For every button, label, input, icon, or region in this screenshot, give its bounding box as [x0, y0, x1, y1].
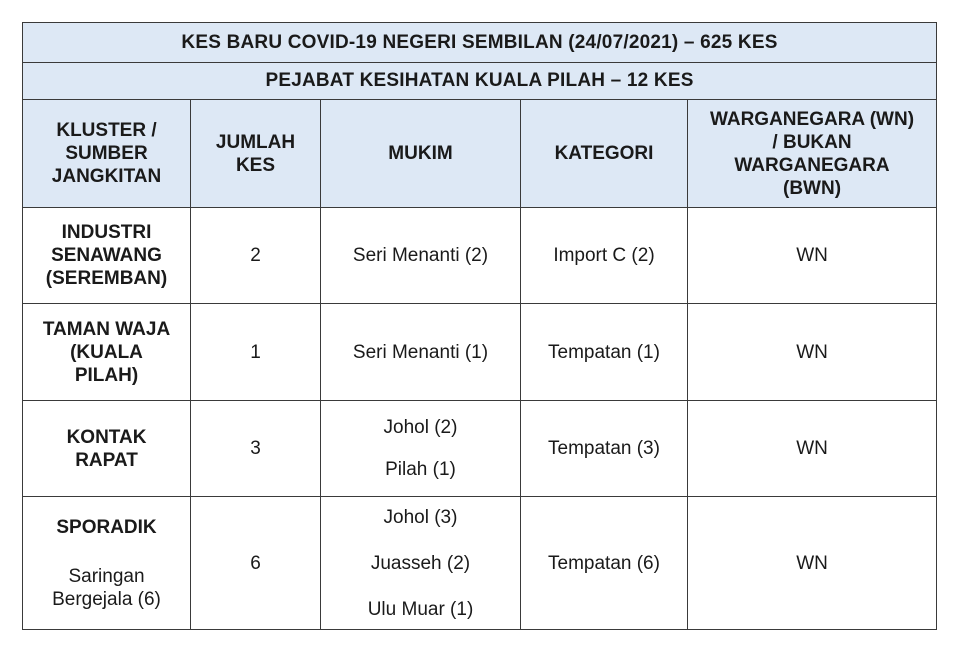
cell-kategori: Tempatan (1)	[521, 304, 688, 401]
cell-mukim	[321, 401, 521, 497]
cell-kluster	[23, 401, 191, 497]
mukim-line: Ulu Muar (1)	[367, 598, 474, 620]
kluster-line: SPORADIK	[56, 516, 157, 538]
header-kluster-line: JANGKITAN	[51, 166, 162, 187]
header-jumlah-line: KES	[235, 154, 276, 176]
cell-wn: WN	[688, 208, 937, 304]
cell-wn: WN	[688, 401, 937, 497]
header-wn-line: / BUKAN	[772, 131, 852, 153]
cell-kluster	[23, 497, 191, 630]
cell-jumlah: 3	[191, 401, 321, 497]
cell-kategori: Import C (2)	[521, 208, 688, 304]
kluster-sub-line: Saringan	[68, 565, 145, 587]
header-kategori: KATEGORI	[521, 100, 688, 208]
kluster-line: SENAWANG	[51, 245, 162, 266]
cell-kategori: Tempatan (6)	[521, 497, 688, 630]
header-wn-line: WARGANEGARA (WN)	[709, 108, 915, 130]
table-subtitle: PEJABAT KESIHATAN KUALA PILAH – 12 KES	[23, 63, 937, 100]
header-kluster-line: KLUSTER /	[56, 120, 157, 141]
cell-mukim: Seri Menanti (2)	[321, 208, 521, 304]
mukim-line: Johol (3)	[383, 506, 458, 528]
cell-kluster	[23, 304, 191, 401]
mukim-line: Pilah (1)	[385, 459, 456, 480]
header-jumlah-line: JUMLAH	[215, 131, 296, 153]
header-warganegara	[688, 100, 937, 208]
cell-jumlah: 1	[191, 304, 321, 401]
kluster-line: RAPAT	[75, 449, 138, 471]
kluster-line: TAMAN WAJA	[42, 318, 171, 340]
cell-jumlah: 2	[191, 208, 321, 304]
header-jumlah	[191, 100, 321, 208]
covid-cases-table	[22, 22, 937, 630]
mukim-line: Johol (2)	[383, 417, 458, 438]
cell-wn: WN	[688, 497, 937, 630]
kluster-line: INDUSTRI	[61, 222, 152, 243]
header-mukim: MUKIM	[321, 100, 521, 208]
table-title: KES BARU COVID-19 NEGERI SEMBILAN (24/07/2021) – 625 KES	[23, 23, 937, 63]
table-row	[23, 208, 937, 304]
header-wn-line: (BWN)	[783, 177, 842, 199]
cell-kategori: Tempatan (3)	[521, 401, 688, 497]
cell-kluster	[23, 208, 191, 304]
header-kluster	[23, 100, 191, 208]
header-kluster-line: SUMBER	[65, 143, 148, 164]
table-row	[23, 304, 937, 401]
cell-mukim	[321, 497, 521, 630]
mukim-line: Juasseh (2)	[370, 552, 471, 574]
cell-wn: WN	[688, 304, 937, 401]
cell-mukim: Seri Menanti (1)	[321, 304, 521, 401]
cell-jumlah: 6	[191, 497, 321, 630]
kluster-line: (SEREMBAN)	[45, 268, 168, 289]
kluster-subtext	[29, 565, 184, 611]
kluster-line: PILAH)	[74, 364, 139, 386]
kluster-line: KONTAK	[66, 426, 147, 448]
header-wn-line: WARGANEGARA	[734, 154, 890, 176]
kluster-sub-line: Bergejala (6)	[52, 588, 161, 610]
kluster-line: (KUALA	[70, 341, 143, 363]
table-row	[23, 497, 937, 630]
table-row	[23, 401, 937, 497]
